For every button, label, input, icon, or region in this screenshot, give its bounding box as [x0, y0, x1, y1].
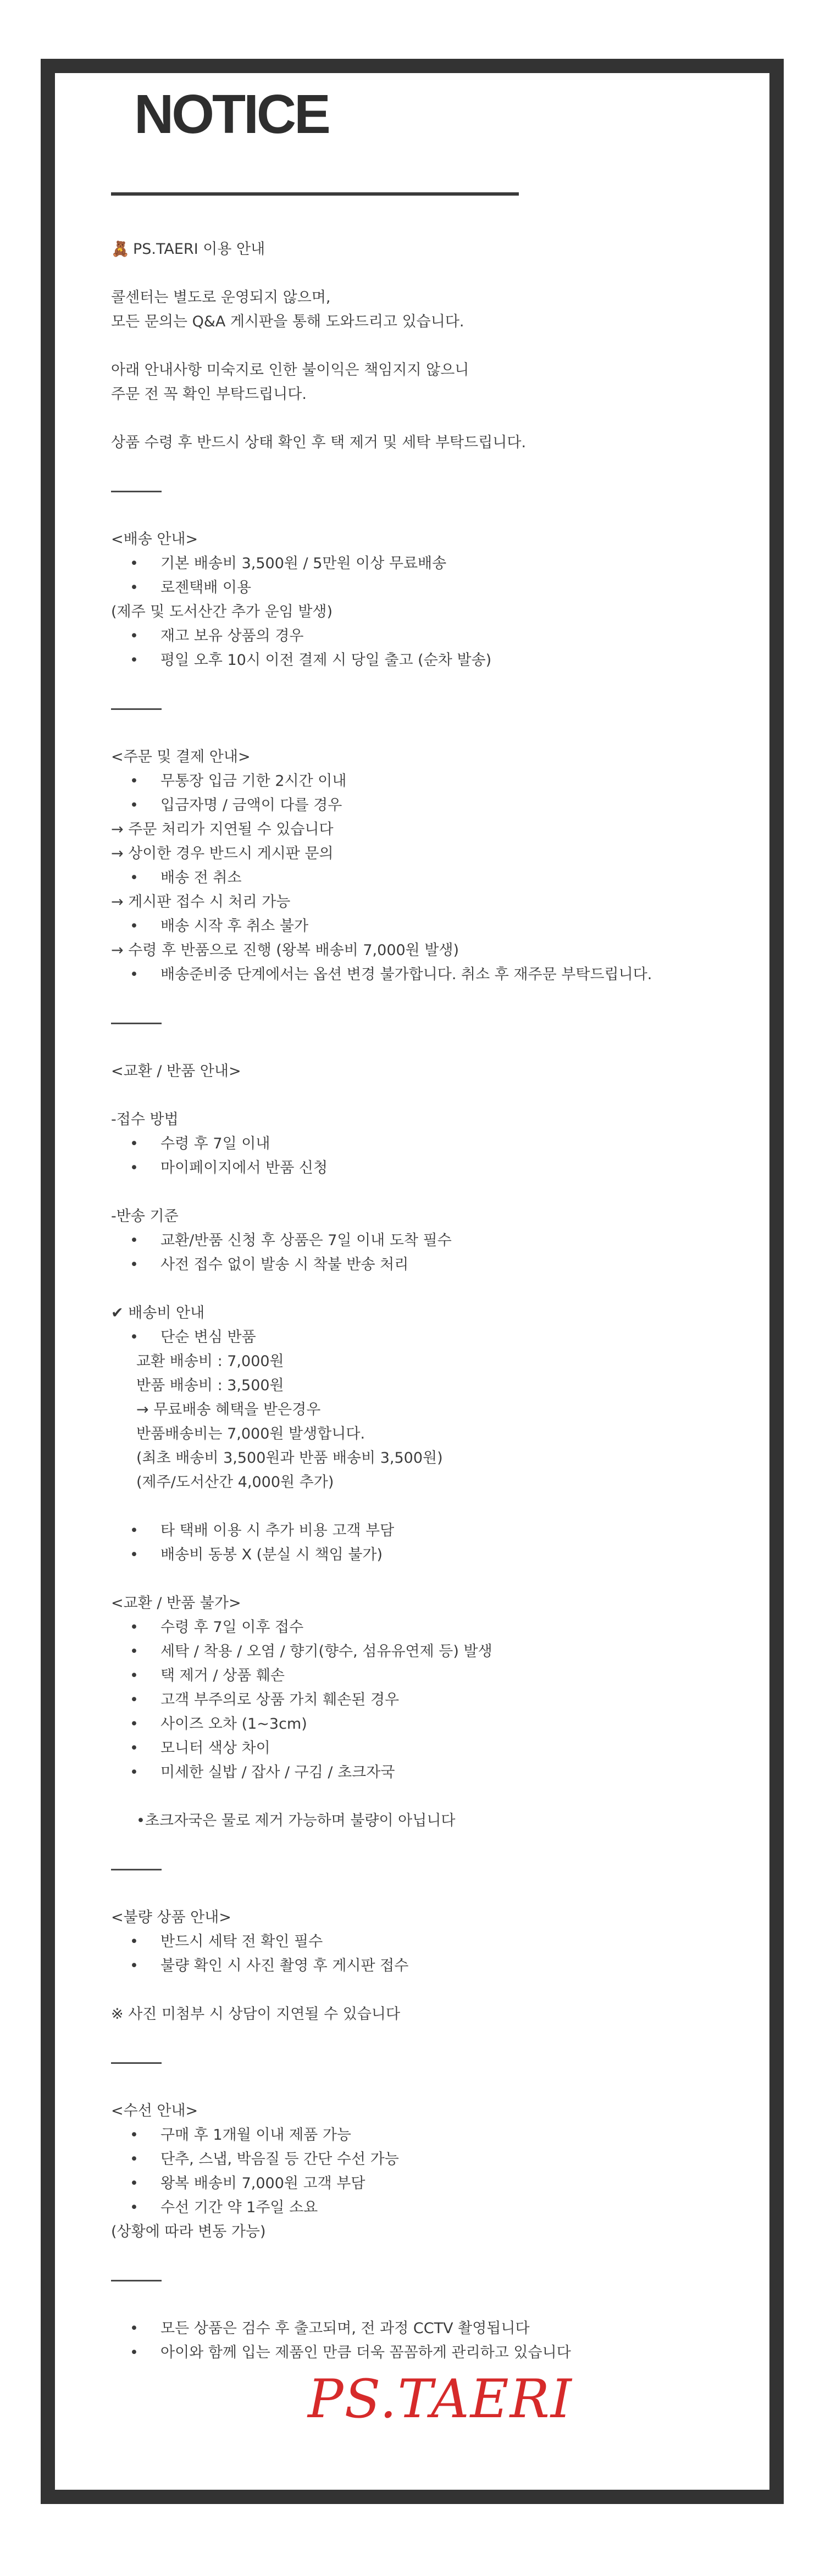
spacer [111, 721, 765, 745]
bullet-text: 배송비 동봉 X (분실 시 책임 불가) [160, 1546, 383, 1563]
spacer [111, 262, 765, 286]
bullet-icon: • [130, 555, 138, 572]
bullet-item [111, 1736, 765, 1761]
bullet-icon: • [130, 1135, 138, 1152]
indented-line: 교환 배송비 : 7,000원 [136, 1353, 284, 1370]
section-repair [111, 2099, 765, 2244]
bullet-icon: • [130, 797, 138, 814]
bullet-text: 아이와 함께 입는 제품인 만큼 더욱 꼼꼼하게 관리하고 있습니다 [160, 2344, 571, 2361]
section-divider [111, 1011, 765, 1035]
bullet-item [111, 1640, 765, 1664]
section-order [111, 745, 765, 987]
bullet-text: 모든 상품은 검수 후 출고되며, 전 과정 CCTV 촬영됩니다 [160, 2320, 530, 2337]
bullet-text: 마이페이지에서 반품 신청 [160, 1159, 328, 1176]
bullet-text: 세탁 / 착용 / 오염 / 향기(향수, 섬유유연제 등) 발생 [160, 1643, 492, 1660]
indented-line: (제주/도서산간 4,000원 추가) [136, 1474, 334, 1491]
text-line: <불량 상품 안내> [111, 1909, 231, 1926]
bullet-item [111, 1688, 765, 1712]
bullet-icon: • [130, 628, 138, 645]
bullet-icon: • [130, 1933, 138, 1950]
section-divider [111, 2051, 765, 2075]
bullet-text: 재고 보유 상품의 경우 [160, 628, 304, 645]
bullet-item [111, 2196, 765, 2220]
bullet-icon: • [130, 773, 138, 790]
spacer [111, 2075, 765, 2099]
brand-logo: PS.TAERI [308, 2368, 573, 2430]
bullet-text: 사이즈 오차 (1~3cm) [160, 1716, 307, 1733]
bullet-item [111, 2123, 765, 2147]
bullet-text: 구매 후 1개월 이내 제품 가능 [160, 2127, 351, 2144]
intro-line: 모든 문의는 Q&A 게시판을 통해 도와드리고 있습니다. [111, 313, 464, 330]
intro-heading-text: PS.TAERI 이용 안내 [133, 241, 265, 258]
bullet-item [111, 963, 765, 987]
bullet-text: 수령 후 7일 이내 [160, 1135, 270, 1152]
bullet-icon: • [130, 1546, 138, 1563]
text-line: → 게시판 접수 시 처리 가능 [111, 893, 291, 911]
intro-heading [111, 237, 765, 262]
bullet-text: 교환/반품 신청 후 상품은 7일 이내 도착 필수 [160, 1232, 452, 1249]
spacer [111, 1084, 765, 1108]
intro-line: 콜센터는 별도로 운영되지 않으며, [111, 289, 331, 306]
bullet-item [111, 1253, 765, 1277]
bullet-icon: • [130, 869, 138, 886]
text-line: (제주 및 도서산간 추가 운임 발생) [111, 603, 333, 620]
bullet-item [111, 1930, 765, 1954]
spacer [111, 455, 765, 479]
bullet-text: 미세한 실밥 / 잡사 / 구김 / 초크자국 [160, 1764, 395, 1781]
bullet-icon: • [130, 2199, 138, 2216]
spacer [111, 2027, 765, 2051]
bullet-icon: • [130, 1716, 138, 1733]
bullet-item [111, 1543, 765, 1567]
text-line: → 주문 처리가 지연될 수 있습니다 [111, 821, 334, 838]
bullet-item [111, 1325, 765, 1350]
bullet-text: 배송 시작 후 취소 불가 [160, 918, 309, 935]
bullet-text: 로젠택배 이용 [160, 579, 252, 596]
text-line: -접수 방법 [111, 1111, 179, 1128]
bullet-text: 불량 확인 시 사진 촬영 후 게시판 접수 [160, 1957, 409, 1974]
spacer [111, 2292, 765, 2317]
bullet-item [111, 648, 765, 673]
bullet-icon: • [130, 579, 138, 596]
bullet-text: 모니터 색상 차이 [160, 1740, 270, 1757]
bullet-text: 입금자명 / 금액이 다를 경우 [160, 797, 342, 814]
spacer [111, 1833, 765, 1857]
teddy-bear-icon: 🧸 [111, 241, 130, 258]
text-line: (상황에 따라 변동 가능) [111, 2223, 266, 2240]
bullet-item [111, 1664, 765, 1688]
bullet-text: 고객 부주의로 상품 가치 훼손된 경우 [160, 1691, 400, 1708]
bullet-icon: • [130, 1619, 138, 1636]
bullet-text: 반드시 세탁 전 확인 필수 [160, 1933, 323, 1950]
bullet-text: 수령 후 7일 이후 접수 [160, 1619, 304, 1636]
notice-sections [111, 479, 765, 2389]
indented-line: (최초 배송비 3,500원과 반품 배송비 3,500원) [136, 1450, 443, 1467]
section-divider [111, 697, 765, 721]
bullet-icon: • [130, 2320, 138, 2337]
section-exchange [111, 1059, 765, 1833]
section-divider [111, 2268, 765, 2292]
bullet-item [111, 914, 765, 939]
title-divider [111, 192, 519, 196]
spacer [111, 1881, 765, 1906]
text-line: → 수령 후 반품으로 진행 (왕복 배송비 7,000원 발생) [111, 942, 459, 959]
bullet-icon: • [130, 2127, 138, 2144]
bullet-item [111, 2147, 765, 2172]
text-line: <교환 / 반품 안내> [111, 1063, 241, 1080]
indented-line: •초크자국은 물로 제거 가능하며 불량이 아닙니다 [136, 1812, 456, 1829]
text-line: <수선 안내> [111, 2102, 198, 2119]
spacer [111, 1785, 765, 1809]
bullet-icon: • [130, 1764, 138, 1781]
notice-content [111, 237, 765, 2389]
bullet-icon: • [130, 1740, 138, 1757]
intro-line: 상품 수령 후 반드시 상태 확인 후 택 제거 및 세탁 부탁드립니다. [111, 434, 527, 451]
section-closing [111, 2317, 765, 2365]
bullet-icon: • [130, 918, 138, 935]
spacer [111, 503, 765, 528]
indented-line: 반품 배송비 : 3,500원 [136, 1377, 284, 1394]
bullet-text: 타 택배 이용 시 추가 비용 고객 부담 [160, 1522, 395, 1539]
bullet-icon: • [130, 1667, 138, 1684]
spacer [111, 407, 765, 431]
bullet-item [111, 576, 765, 600]
bullet-item [111, 2172, 765, 2196]
indented-line: 반품배송비는 7,000원 발생합니다. [136, 1425, 365, 1442]
spacer [111, 987, 765, 1011]
bullet-text: 기본 배송비 3,500원 / 5만원 이상 무료배송 [160, 555, 447, 572]
section-shipping [111, 528, 765, 673]
spacer [111, 1180, 765, 1204]
spacer [111, 1495, 765, 1519]
bullet-icon: • [130, 1691, 138, 1708]
bullet-icon: • [130, 966, 138, 983]
bullet-item [111, 1712, 765, 1736]
bullet-item [111, 1519, 765, 1543]
bullet-icon: • [130, 1256, 138, 1273]
spacer [111, 1035, 765, 1059]
bullet-text: 배송준비중 단계에서는 옵션 변경 불가합니다. 취소 후 재주문 부탁드립니다. [160, 966, 652, 983]
bullet-text: 무통장 입금 기한 2시간 이내 [160, 773, 347, 790]
page-title: NOTICE [134, 84, 329, 145]
bullet-text: 평일 오후 10시 이전 결제 시 당일 출고 (순차 발송) [160, 652, 492, 669]
bullet-text: 단추, 스냅, 박음질 등 간단 수선 가능 [160, 2151, 399, 2168]
bullet-item [111, 1132, 765, 1156]
bullet-text: 배송 전 취소 [160, 869, 242, 886]
bullet-text: 단순 변심 반품 [160, 1329, 256, 1346]
intro-text [111, 286, 765, 455]
bullet-item [111, 1229, 765, 1253]
bullet-icon: • [130, 2175, 138, 2192]
text-line: <주문 및 결제 안내> [111, 748, 251, 765]
section-defect [111, 1906, 765, 2027]
section-divider [111, 1857, 765, 1881]
bullet-item [111, 552, 765, 576]
bullet-item [111, 2317, 765, 2341]
bullet-item [111, 1761, 765, 1785]
text-line: <교환 / 반품 불가> [111, 1595, 241, 1612]
spacer [111, 1978, 765, 2002]
bullet-item [111, 866, 765, 890]
bullet-item [111, 1156, 765, 1180]
bullet-item [111, 793, 765, 818]
bullet-item [111, 1954, 765, 1978]
text-line: <배송 안내> [111, 531, 198, 548]
spacer [111, 673, 765, 697]
indented-line: → 무료배송 혜택을 받은경우 [136, 1401, 321, 1418]
section-divider [111, 479, 765, 503]
intro-line: 아래 안내사항 미숙지로 인한 불이익은 책임지지 않으니 [111, 362, 469, 379]
bullet-icon: • [130, 1232, 138, 1249]
bullet-item [111, 1615, 765, 1640]
bullet-icon: • [130, 2151, 138, 2168]
bullet-text: 택 제거 / 상품 훼손 [160, 1667, 285, 1684]
bullet-icon: • [130, 1329, 138, 1346]
spacer [111, 1567, 765, 1591]
bullet-icon: • [130, 652, 138, 669]
bullet-item [111, 769, 765, 793]
bullet-text: 왕복 배송비 7,000원 고객 부담 [160, 2175, 365, 2192]
spacer [111, 1277, 765, 1301]
text-line: ※ 사진 미첨부 시 상담이 지연될 수 있습니다 [111, 2006, 401, 2023]
bullet-text: 사전 접수 없이 발송 시 착불 반송 처리 [160, 1256, 409, 1273]
bullet-icon: • [130, 1522, 138, 1539]
bullet-item [111, 624, 765, 648]
bullet-icon: • [130, 1643, 138, 1660]
text-line: → 상이한 경우 반드시 게시판 문의 [111, 845, 334, 862]
bullet-icon: • [130, 1159, 138, 1176]
text-line: -반송 기준 [111, 1208, 179, 1225]
spacer [111, 2244, 765, 2268]
spacer [111, 334, 765, 358]
bullet-text: 수선 기간 약 1주일 소요 [160, 2199, 318, 2216]
text-line: ✔ 배송비 안내 [111, 1304, 205, 1322]
bullet-icon: • [130, 2344, 138, 2361]
bullet-icon: • [130, 1957, 138, 1974]
bullet-item [111, 2341, 765, 2365]
intro-line: 주문 전 꼭 확인 부탁드립니다. [111, 386, 307, 403]
